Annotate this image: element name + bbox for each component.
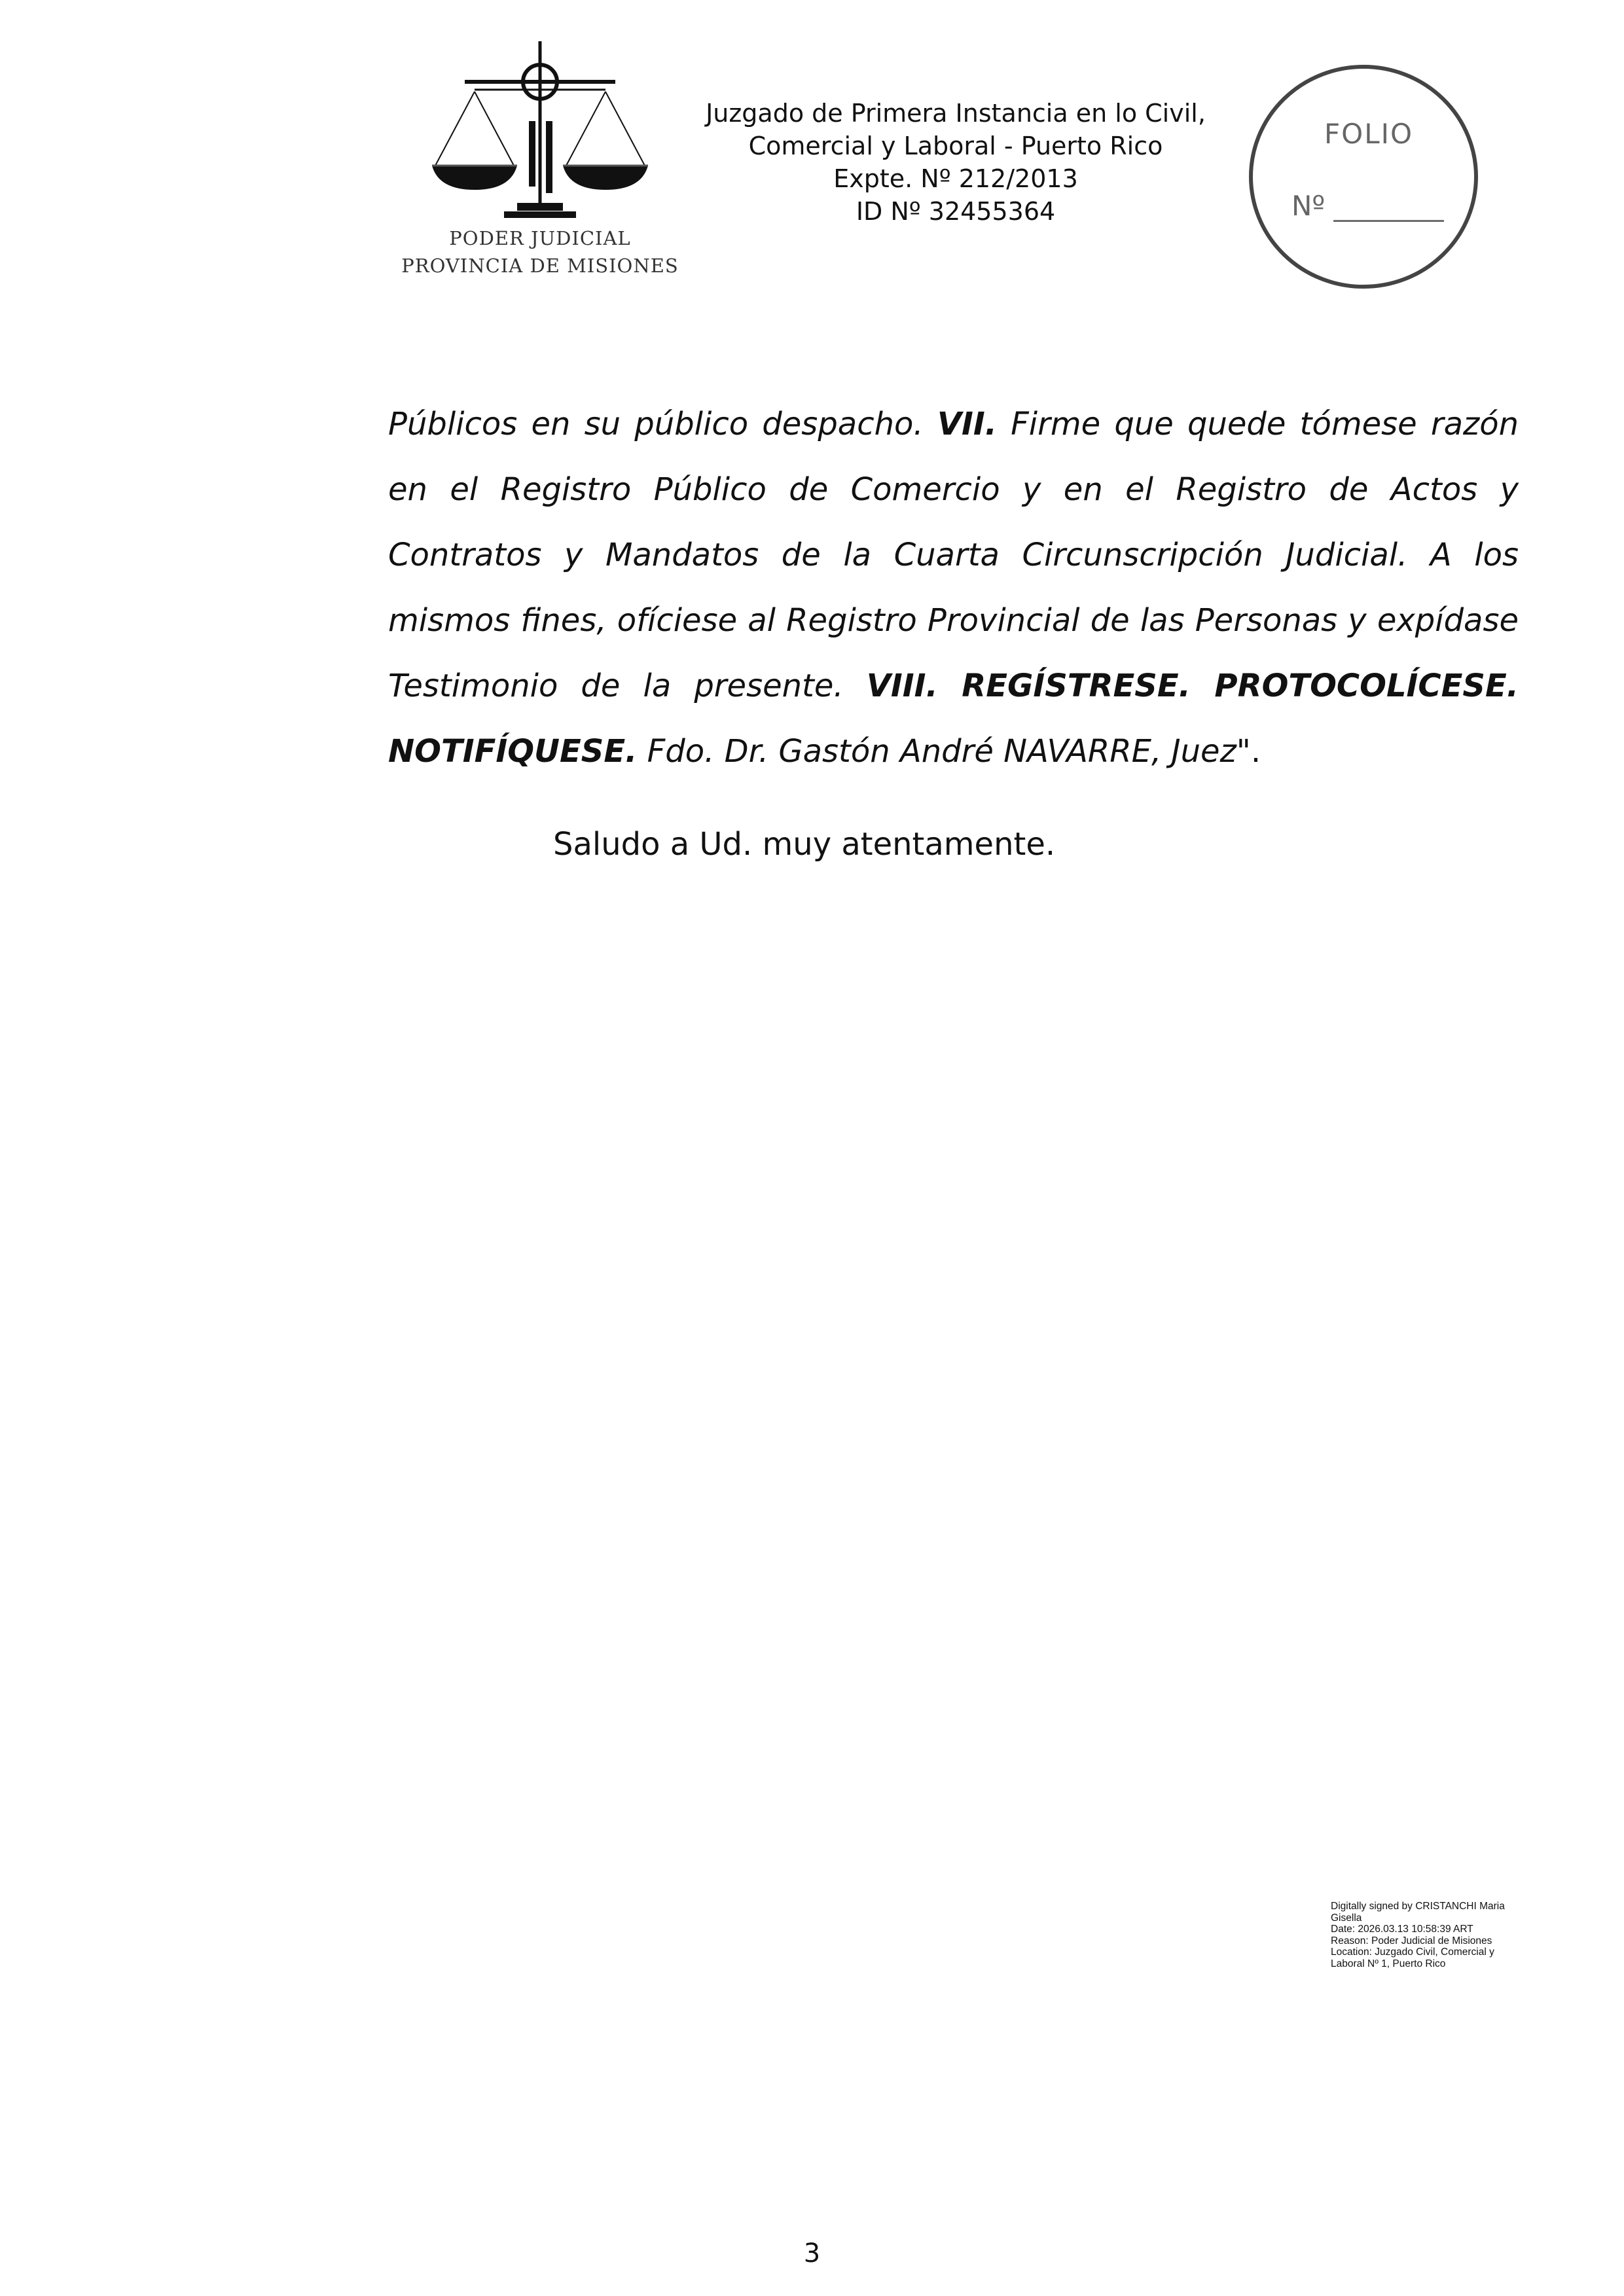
resolution-text	[388, 391, 1519, 784]
folio-number-field: Nº ________	[1291, 190, 1444, 222]
signature-date: Date: 2026.03.13 10:58:39 ART	[1331, 1924, 1473, 1935]
folio-label: FOLIO	[1324, 118, 1414, 150]
body-text-2: Firme que quede tómese razón en el Registro Público de Comercio y en el Registro de Actos y Contratos y Mandatos de la Cuarta Circunscripción Judicial. A los mismos fines, ofíciese al Registro Provincial de las Personas y expídase Testimonio de la presente.	[388, 406, 1519, 704]
signature-location: Location: Juzgado Civil, Comercial y	[1331, 1946, 1494, 1958]
section-viii-orders: VIII. REGÍSTRESE. PROTOCOLÍCESE. NOTIFÍQUESE.	[388, 668, 1519, 770]
page-number: 3	[803, 2238, 821, 2269]
signature-line: Gisella	[1331, 1912, 1362, 1924]
signature-location: Laboral Nº 1, Puerto Rico	[1331, 1958, 1446, 1969]
signature-line: Digitally signed by CRISTANCHI Maria	[1331, 1901, 1505, 1912]
section-vii-marker: VII.	[937, 406, 997, 442]
seal-line-poder-judicial: PODER JUDICIAL	[449, 227, 631, 249]
judicial-seal	[393, 36, 687, 291]
closing-quote: ".	[1236, 733, 1261, 770]
digital-signature-block	[1331, 1901, 1547, 1969]
body-text-1: Públicos en su público despacho.	[388, 406, 937, 442]
court-name-line2: Comercial y Laboral - Puerto Rico	[748, 132, 1163, 160]
scales-of-justice-icon	[425, 36, 655, 226]
closing-salutation: Saludo a Ud. muy atentamente.	[553, 826, 1056, 863]
signature-reason: Reason: Poder Judicial de Misiones	[1331, 1935, 1492, 1946]
stamp-circle-icon	[1247, 62, 1483, 291]
judge-signature-text: Fdo. Dr. Gastón André NAVARRE, Juez	[637, 733, 1236, 770]
seal-line-provincia: PROVINCIA DE MISIONES	[401, 255, 679, 277]
court-header	[694, 97, 1218, 228]
document-id: ID Nº 32455364	[856, 197, 1056, 226]
file-number: Expte. Nº 212/2013	[833, 164, 1078, 193]
court-name-line1: Juzgado de Primera Instancia en lo Civil,	[706, 99, 1206, 128]
folio-stamp	[1247, 62, 1483, 291]
